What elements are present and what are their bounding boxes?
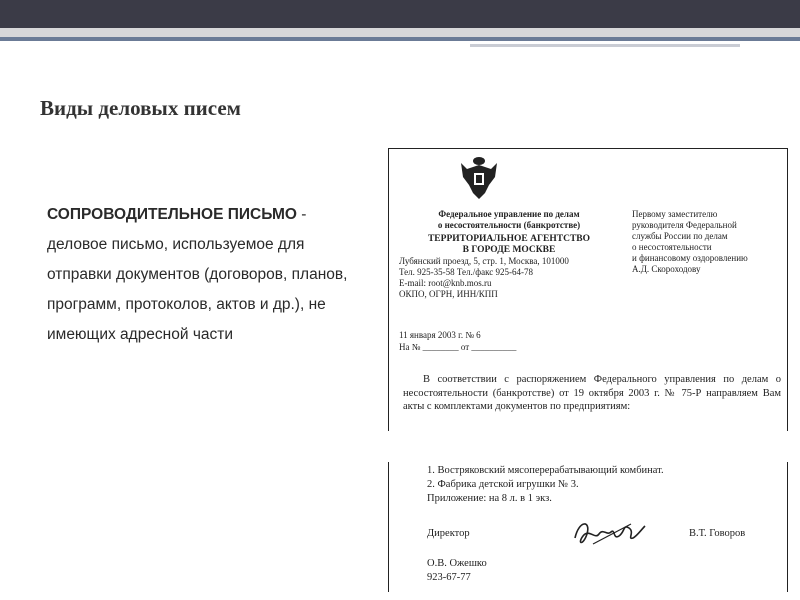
executor-name: О.В. Ожешко <box>427 558 487 569</box>
sender-address: Лубянский проезд, 5, стр. 1, Москва, 101000 <box>399 256 569 266</box>
attachment-note: Приложение: на 8 л. в 1 экз. <box>427 493 552 504</box>
sender-line-2: о несостоятельности (банкротстве) <box>437 220 581 230</box>
agency-line-2: В ГОРОДЕ МОСКВЕ <box>462 245 556 255</box>
sender-phone: Тел. 925-35-58 Тел./факс 925-64-78 <box>399 267 533 277</box>
executor-phone: 923-67-77 <box>427 572 471 583</box>
header-accent-line <box>470 44 740 47</box>
list-item: 2. Фабрика детской игрушки № 3. <box>427 479 579 490</box>
signer-title: Директор <box>427 528 470 539</box>
recipient-line: руководителя Федеральной <box>632 220 737 230</box>
letter-paragraph: В соответствии с распоряжением Федерального управления по делам о несостоятельности (банкротстве) от 19 октября 2003 г. № 75-Р направляем Вам акты с комплектами документов по предприятиям: <box>403 374 781 412</box>
letter-date: 11 января 2003 г. № 6 <box>399 330 481 340</box>
reply-number-line: На № ________ от __________ <box>399 342 517 352</box>
sender-codes: ОКПО, ОГРН, ИНН/КПП <box>399 289 498 299</box>
slide-title: Виды деловых писем <box>40 96 241 120</box>
coat-of-arms-icon <box>459 155 499 201</box>
recipient-line: службы России по делам <box>632 231 728 241</box>
letter-image-bottom <box>388 462 788 592</box>
sender-line-1: Федеральное управление по делам <box>438 209 580 219</box>
sender-block <box>399 209 619 300</box>
term-heading: СОПРОВОДИТЕЛЬНОЕ ПИСЬМО <box>47 206 297 223</box>
recipient-line: и финансовому оздоровлению <box>632 253 748 263</box>
handwritten-signature <box>569 514 649 550</box>
agency-line-1: ТЕРРИТОРИАЛЬНОЕ АГЕНТСТВО <box>427 234 591 244</box>
letter-registration <box>399 329 516 353</box>
signer-name: В.Т. Говоров <box>689 528 746 539</box>
recipient-line: Первому заместителю <box>632 209 718 219</box>
list-item: 1. Востряковский мясоперерабатывающий комбинат. <box>427 465 664 476</box>
enclosure-list <box>427 464 664 506</box>
header-stripe-blue <box>0 37 800 41</box>
top-bar <box>0 0 800 28</box>
recipient-line: А.Д. Скороходову <box>632 264 701 274</box>
term-definition: - деловое письмо, используемое для отправки документов (договоров, планов, программ, протоколов, актов и др.), не имеющих адресной части <box>47 206 348 343</box>
header-stripe-light <box>0 28 800 37</box>
executor-block <box>427 557 487 585</box>
sender-email: E-mail: root@knb.mos.ru <box>399 278 492 288</box>
slide-body-text <box>47 200 367 350</box>
letter-image-top <box>388 148 788 431</box>
recipient-block <box>632 209 782 275</box>
recipient-line: о несостоятельности <box>632 242 712 252</box>
